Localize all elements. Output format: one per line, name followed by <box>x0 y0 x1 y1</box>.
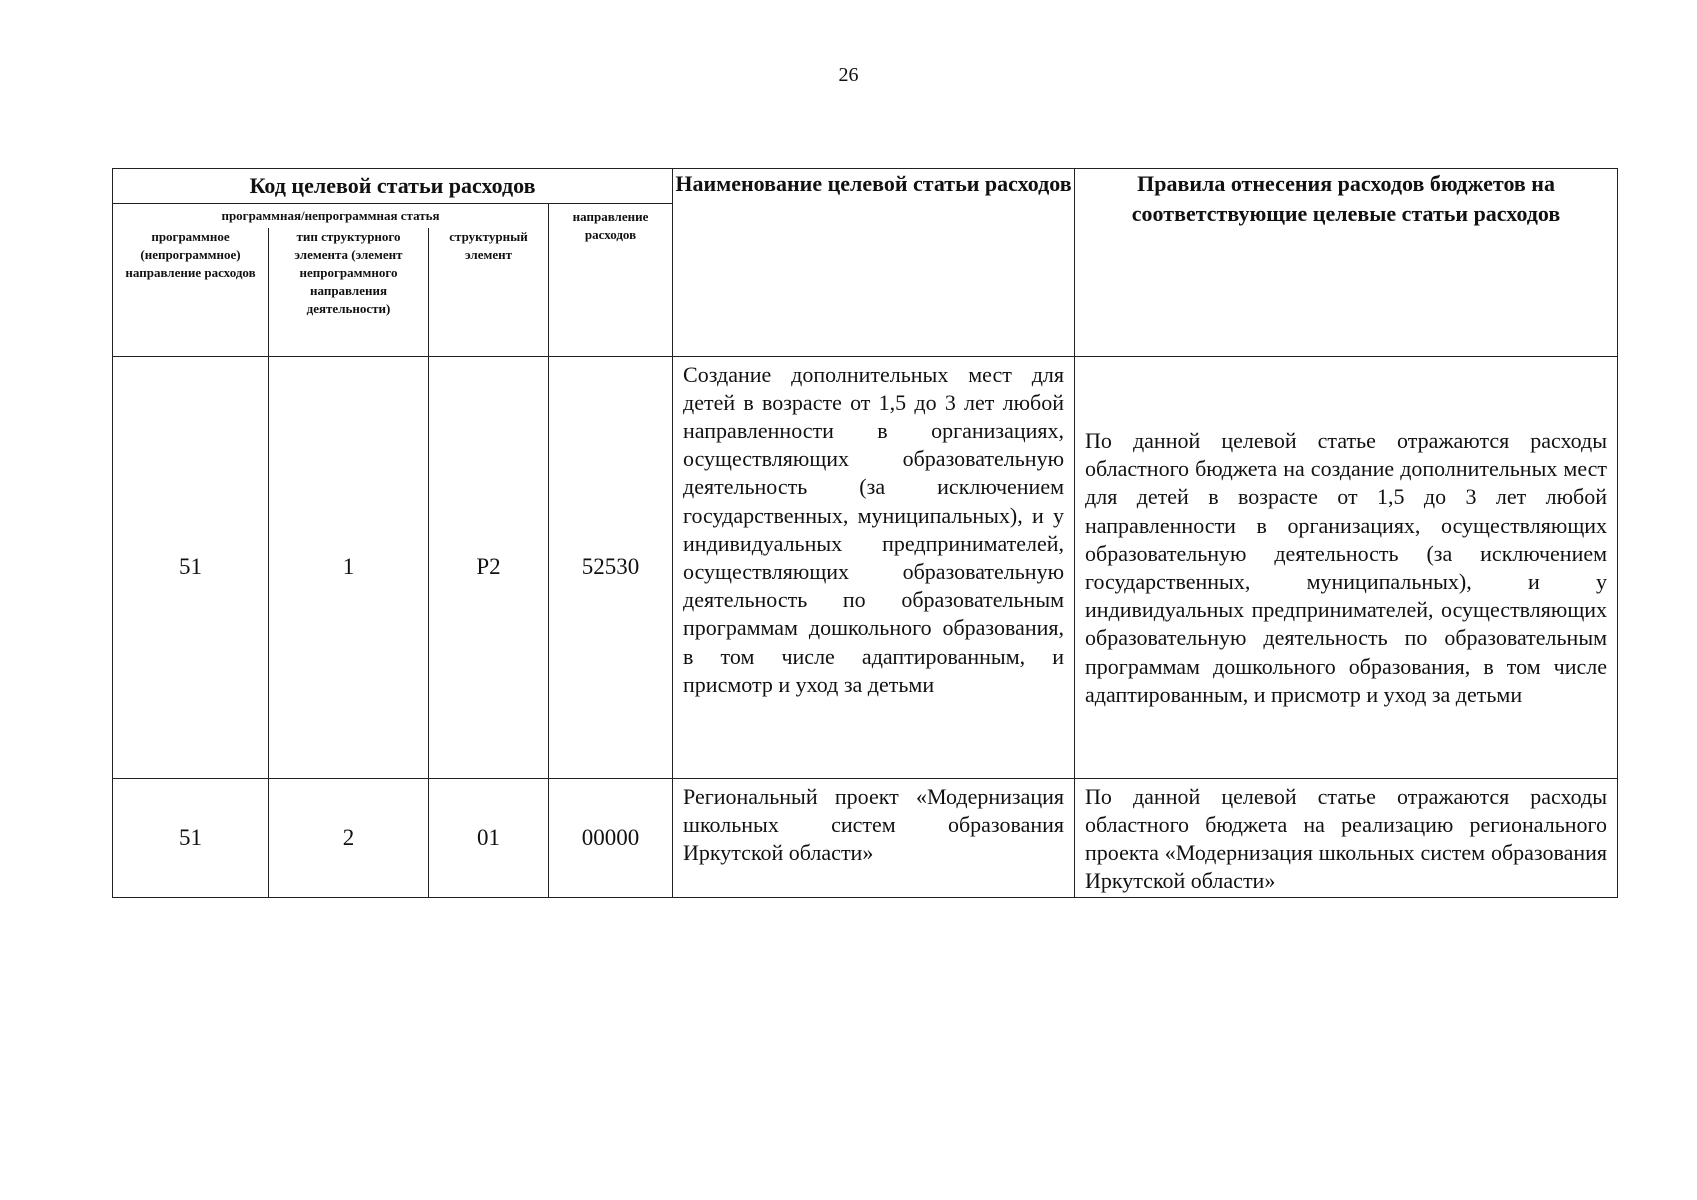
table-row <box>113 356 1618 778</box>
cell-name: Создание дополнительных мест для детей в возрасте от 1,5 до 3 лет любой направленности в организациях, осуществляющих образовательную деятельность (за исключением государственных, муниципальных), и у индивидуальных предпринимателей, осуществляющих образовательную деятельность по образовательным программам дошкольного образования, в том числе адаптированным, и присмотр и уход за детьми <box>673 356 1075 778</box>
header-expense-direction: направление расходов <box>549 204 673 357</box>
cell-type: 2 <box>269 778 429 898</box>
cell-program: 51 <box>113 778 269 898</box>
header-structural-element: структурный элемент <box>429 228 549 356</box>
cell-rules: По данной целевой статье отражаются расходы областного бюджета на реализацию регионального проекта «Модернизация школьных систем образования Иркутской области» <box>1075 778 1618 898</box>
cell-name: Региональный проект «Модернизация школьных систем образования Иркутской области» <box>673 778 1075 898</box>
cell-element: P2 <box>429 356 549 778</box>
budget-code-table <box>112 168 1618 898</box>
header-code-title: Код целевой статьи расходов <box>113 169 673 204</box>
header-structural-type: тип структурного элемента (элемент непрограммного направления деятельности) <box>269 228 429 356</box>
page-number: 26 <box>838 64 859 86</box>
cell-program: 51 <box>113 356 269 778</box>
cell-direction: 00000 <box>549 778 673 898</box>
cell-element: 01 <box>429 778 549 898</box>
table-row <box>113 778 1618 898</box>
header-name: Наименование целевой статьи расходов <box>673 169 1075 357</box>
header-program-article: программная/непрограммная статья <box>113 204 549 229</box>
cell-rules: По данной целевой статье отражаются расходы областного бюджета на создание дополнительных мест для детей в возрасте от 1,5 до 3 лет любой направленности в организациях, осуществляющих образовательную деятельность (за исключением государственных, муниципальных), и у индивидуальных предпринимателей, осуществляющих образовательную деятельность по образовательным программам дошкольного образования, в том числе адаптированным, и присмотр и уход за детьми <box>1075 356 1618 778</box>
cell-direction: 52530 <box>549 356 673 778</box>
header-program-direction: программное (непрограммное) направление расходов <box>113 228 269 356</box>
cell-type: 1 <box>269 356 429 778</box>
header-rules: Правила отнесения расходов бюджетов на соответствующие целевые статьи расходов <box>1075 169 1618 357</box>
